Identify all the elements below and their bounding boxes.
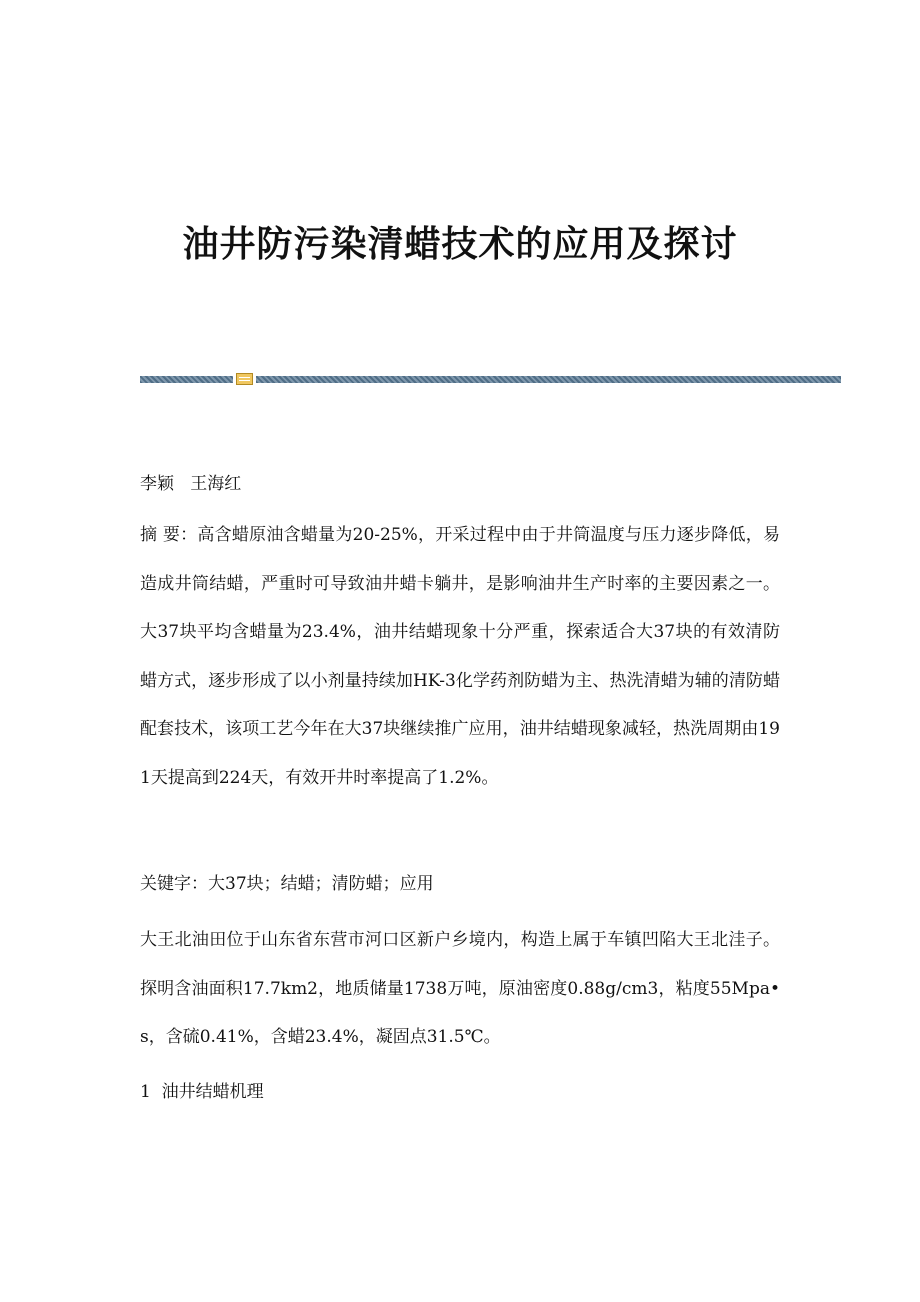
keywords-line: 关键字：大37块；结蜡；清防蜡；应用: [140, 874, 434, 894]
title-divider: [140, 373, 841, 385]
abstract-paragraph: 摘 要：高含蜡原油含蜡量为20-25%，开采过程中由于井筒温度与压力逐步降低，易造成井筒结蜡，严重时可导致油井蜡卡躺井，是影响油井生产时率的主要因素之一。大37块平均含蜡量为23.4%，油井结蜡现象十分严重，探索适合大37块的有效清防蜡方式，逐步形成了以小剂量持续加HK-3化学药剂防蜡为主、热洗清蜡为辅的清防蜡配套技术，该项工艺今年在大37块继续推广应用，油井结蜡现象减轻，热洗周期由191天提高到224天，有效开井时率提高了1.2%。: [140, 525, 780, 788]
author-names: 李颖 王海红: [140, 474, 242, 494]
document-emblem-icon: [236, 373, 253, 385]
intro-paragraph: 大王北油田位于山东省东营市河口区新户乡境内，构造上属于车镇凹陷大王北洼子。探明含油面积17.7km2，地质储量1738万吨，原油密度0.88g/cm3，粘度55Mpa•s，含硫0.41%，含蜡23.4%，凝固点31.5℃。: [140, 930, 780, 1048]
document-title: 油井防污染清蜡技术的应用及探讨: [182, 223, 738, 265]
divider-bar-right: [256, 376, 841, 383]
divider-bar-left: [140, 376, 233, 383]
section-heading: 1 油井结蜡机理: [140, 1082, 264, 1102]
